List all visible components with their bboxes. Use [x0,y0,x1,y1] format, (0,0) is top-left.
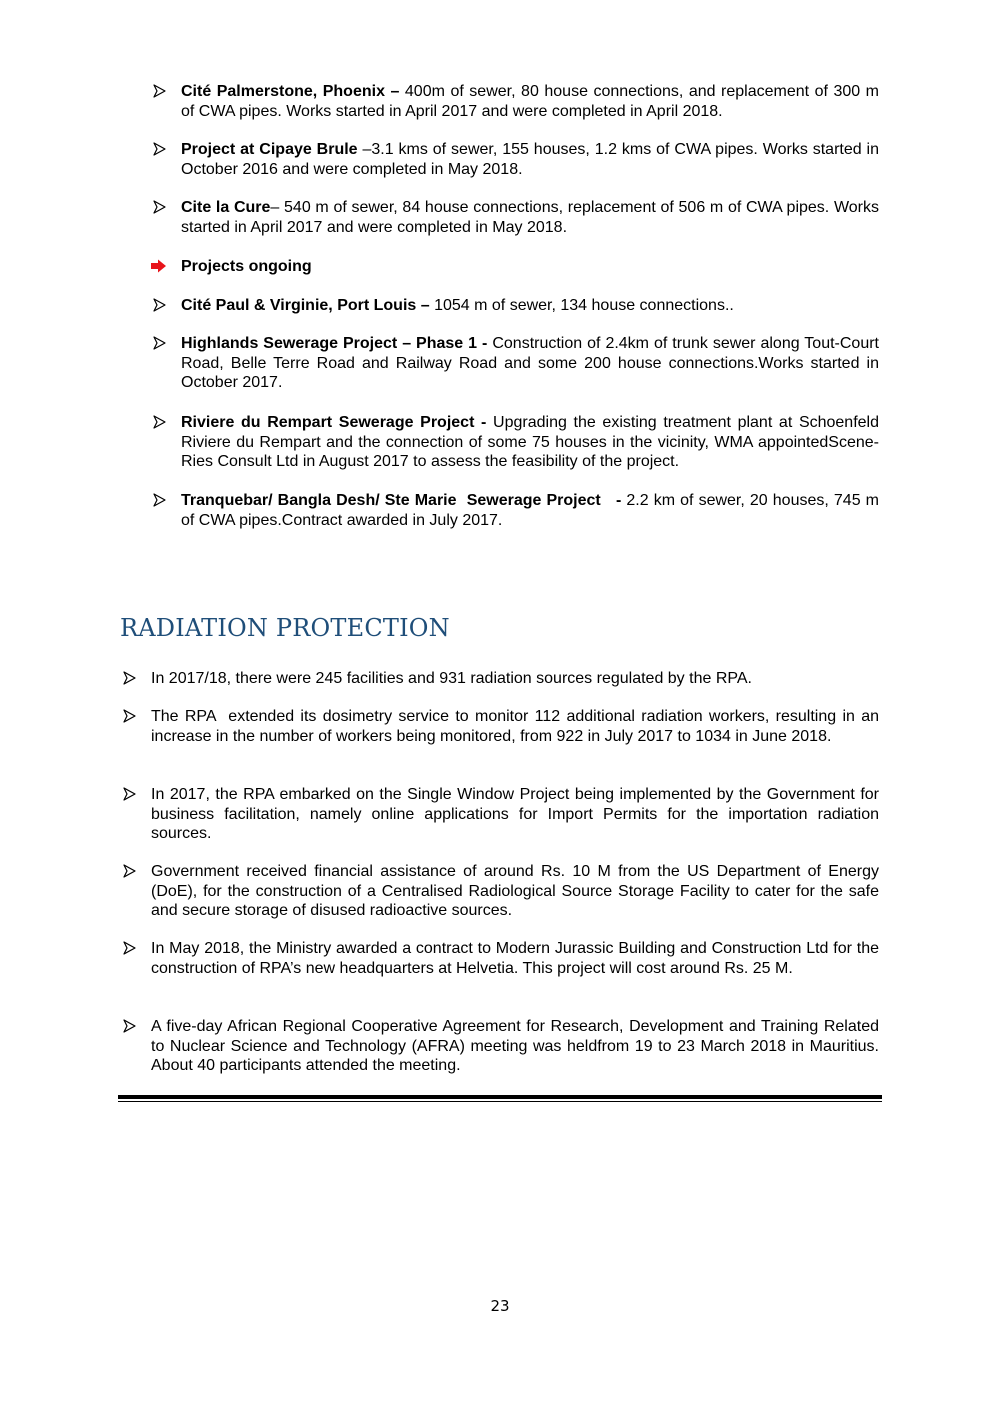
list-item [151,939,879,978]
list-item [181,413,879,472]
arrowhead-bullet-icon [122,787,136,801]
project-text: Construction of 2.4km of trunk sewer along Tout-Court Road, Belle Terre Road and Railway Road and some 200 house connections.Works started in October 2017. [181,335,879,391]
red-arrow-icon [150,259,167,273]
project-title: Cité Paul & Virginie, Port Louis – [181,297,430,314]
project-text: 400m of sewer, 80 house connections, and replacement of 300 m of CWA pipes. Works started in April 2017 and were completed in April 2018. [181,83,879,120]
arrowhead-bullet-icon [152,142,166,156]
divider-thin [118,1101,882,1102]
arrowhead-bullet-icon [122,864,136,878]
ongoing-subheading [181,257,879,277]
item-text: In 2017/18, there were 245 facilities and 931 radiation sources regulated by the RPA. [151,670,752,687]
item-text: The RPA extended its dosimetry service to monitor 112 additional radiation workers, resulting in an increase in the number of workers being monitored, from 922 in July 2017 to 1034 in June 2018. [151,708,884,745]
ongoing-heading: Projects ongoing [181,258,312,275]
arrowhead-bullet-icon [122,1019,136,1033]
project-title: Riviere du Rempart Sewerage Project - [181,414,487,431]
section-heading: RADIATION PROTECTION [120,614,450,642]
list-item [151,707,884,746]
list-item [181,334,879,393]
list-item [181,198,879,237]
arrowhead-bullet-icon [152,84,166,98]
project-title: Cite la Cure [181,199,271,216]
page-number: 23 [490,1297,510,1315]
project-title: Cité Palmerstone, Phoenix – [181,83,400,100]
item-text: In May 2018, the Ministry awarded a contract to Modern Jurassic Building and Construction Ltd for the construction of RPA’s new headquarters at Helvetia. This project will cost around Rs. 25 M. [151,940,879,977]
item-text: A five-day African Regional Cooperative Agreement for Research, Development and Training Related to Nuclear Science and Technology (AFRA) meeting was heldfrom 19 to 23 March 2018 in Mauritius. About 40 participants attended the meeting. [151,1018,879,1074]
arrowhead-bullet-icon [152,493,166,507]
project-text: Upgrading the existing treatment plant at Schoenfeld Riviere du Rempart and the connection of some 75 houses in the vicinity, WMA appointedScene-Ries Consult Ltd in August 2017 to assess the feasibility of the project. [181,414,880,470]
list-item [151,862,879,921]
item-text: Government received financial assistance of around Rs. 10 M from the US Department of Energy (DoE), for the construction of a Centralised Radiological Source Storage Facility to cater for the safe and secure storage of disused radioactive sources. [151,863,879,919]
arrowhead-bullet-icon [122,709,136,723]
arrowhead-bullet-icon [122,941,136,955]
arrowhead-bullet-icon [152,298,166,312]
arrowhead-bullet-icon [152,415,166,429]
project-text: 1054 m of sewer, 134 house connections.. [429,297,734,314]
divider-thick [118,1095,882,1099]
list-item [181,491,879,530]
project-title: Highlands Sewerage Project – Phase 1 - [181,335,488,352]
list-item [181,296,879,316]
arrowhead-bullet-icon [152,200,166,214]
item-text: In 2017, the RPA embarked on the Single Window Project being implemented by the Government for business facilitation, namely online applications for Import Permits for the importation radiation sources. [151,786,879,842]
list-item [151,1017,879,1076]
project-text: –3.1 kms of sewer, 155 houses, 1.2 kms of CWA pipes. Works started in October 2016 and were completed in May 2018. [181,141,880,178]
arrowhead-bullet-icon [152,336,166,350]
list-item [181,82,879,121]
list-item [151,669,879,689]
list-item [181,140,879,179]
list-item [151,785,879,844]
project-text: 2.2 km of sewer, 20 houses, 745 m of CWA pipes.Contract awarded in July 2017. [181,492,880,529]
project-title: Project at Cipaye Brule [181,141,358,158]
arrowhead-bullet-icon [122,671,136,685]
project-text: – 540 m of sewer, 84 house connections, replacement of 506 m of CWA pipes. Works started in April 2017 and were completed in May 2018. [181,199,879,236]
project-title: Tranquebar/ Bangla Desh/ Ste Marie Sewerage Project - [181,492,622,509]
